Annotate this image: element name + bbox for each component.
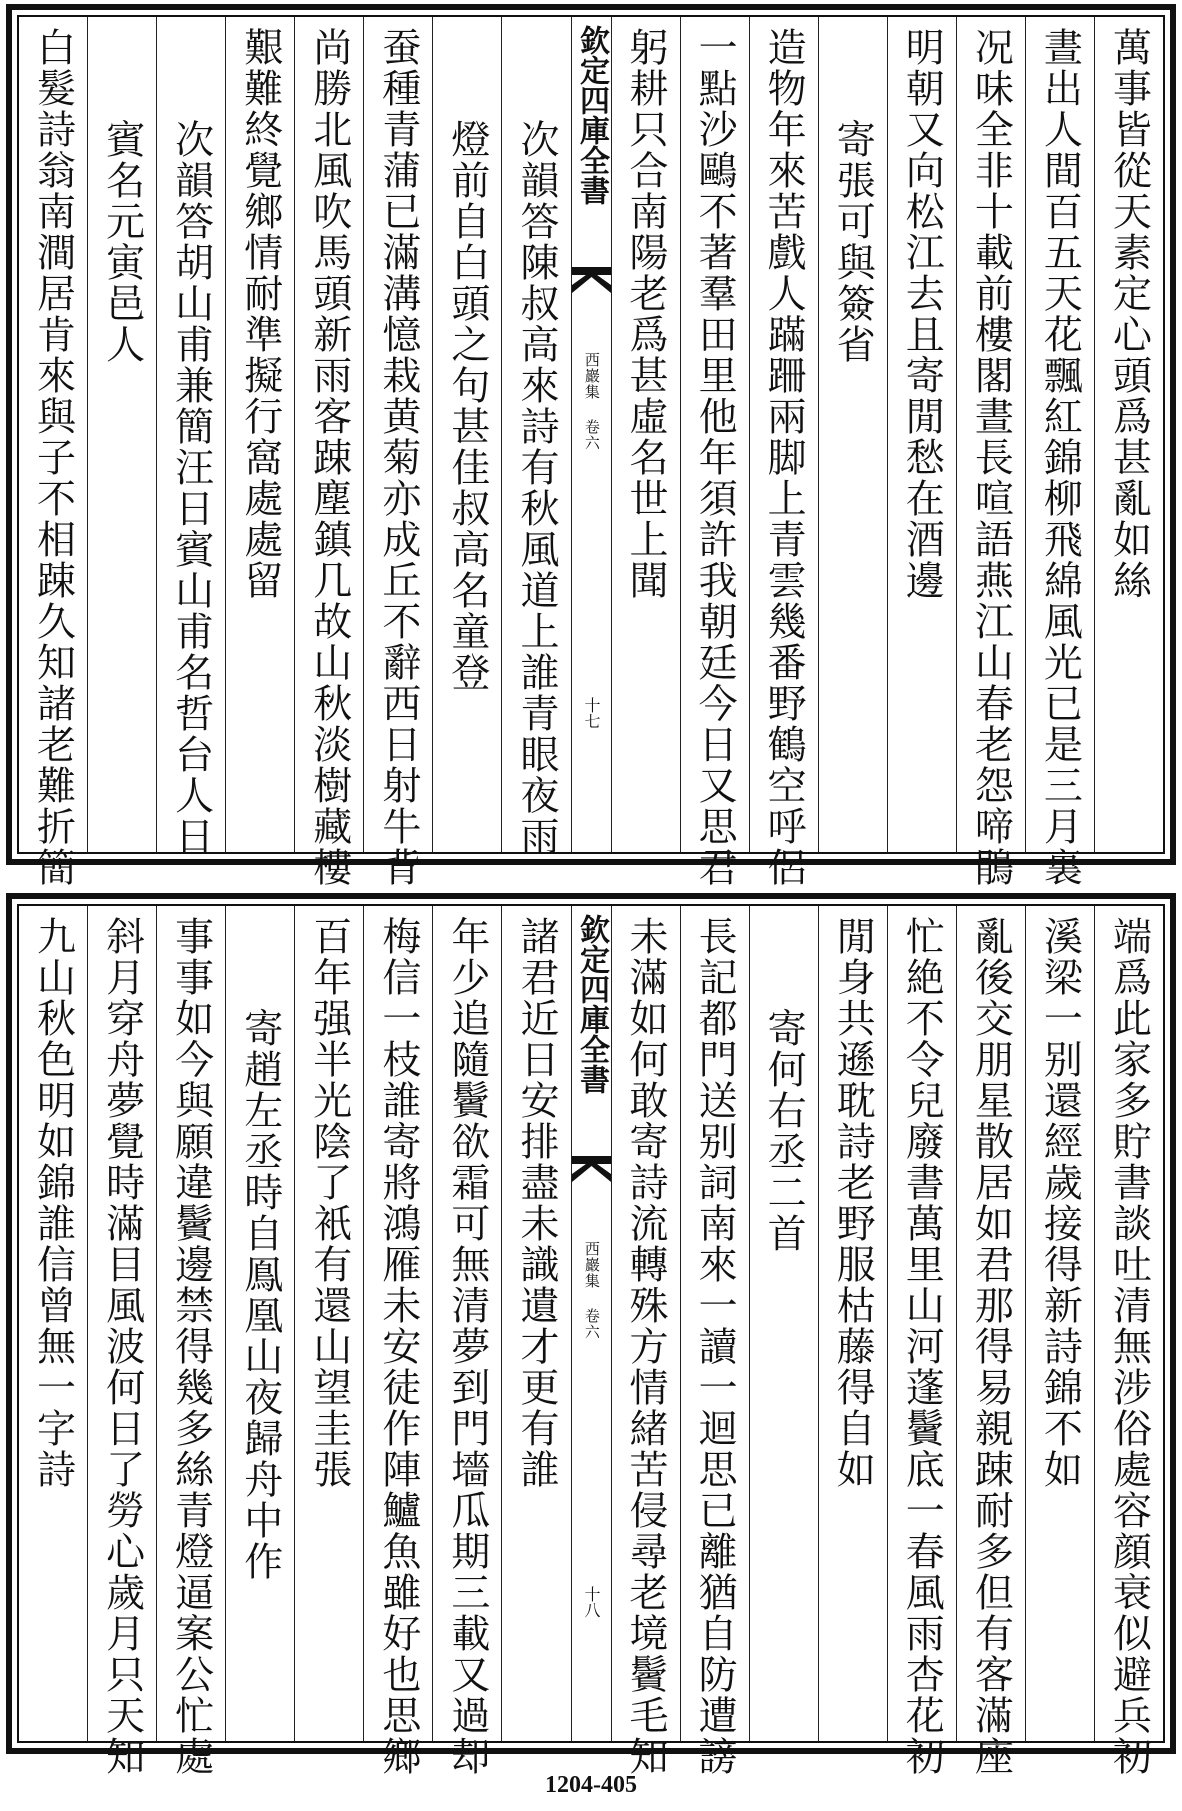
verse-line: 况味全非十載前樓閣晝長喧語燕江山春老怨啼鵑 [968,27,1014,888]
text-column [432,17,501,852]
text-column [611,17,680,852]
poem-title: 次韻答胡山甫兼簡汪日賓山甫名哲台人日 [168,119,214,857]
text-column [680,906,749,1777]
verse-line: 長記都門送别詞南來一讀一迴思已離猶自防遭謗 [692,916,738,1777]
text-column [225,906,294,1741]
verse-line: 端爲此家多貯書談吐清無涉俗處容顔衰似避兵初 [1106,916,1152,1777]
verse-line: 白髮詩翁南澗居肯來與子不相踈久知諸老難折簡 [30,27,76,888]
verse-line: 萬事皆從天素定心頭爲甚亂如絲 [1106,27,1152,601]
text-column [19,17,87,888]
text-column [749,17,818,888]
text-column [294,17,363,888]
fish-tail-mark [572,267,611,293]
text-column [501,906,570,1741]
verse-line: 造物年來苦戲人蹣跚兩脚上青雲幾番野鶴空呼侶 [761,27,807,888]
verse-line: 梅信一枝誰寄將鴻雁未安徒作陣鱸魚雖好也思鄉 [375,916,421,1777]
text-column [1094,906,1163,1777]
text-column [818,906,887,1741]
fish-tail-mark [572,1156,611,1182]
verse-line: 溪梁一别還經歲接得新詩錦不如 [1037,916,1083,1490]
verse-line: 亂後交朋星散居如君那得易親踈耐多但有客滿座 [968,916,1014,1777]
spine-title: 欽定四庫全書 [574,914,609,1094]
verse-line: 躬耕只合南陽老爲甚虛名世上聞 [623,27,669,601]
text-column [225,17,294,852]
bottom-page [6,893,1176,1777]
text-column [87,17,156,852]
poem-note: 賓名元寅邑人 [99,119,145,365]
text-column [294,906,363,1741]
verse-line: 年少追隨鬢欲霜可無清夢到門墻瓜期三載又過却 [444,916,490,1777]
verse-line: 未滿如何敢寄詩流轉殊方情緒苦侵尋老境鬢毛知 [623,916,669,1777]
verse-line: 九山秋色明如錦誰信曾無一字詩 [30,916,76,1490]
poem-title: 寄張可與簽省 [830,119,876,365]
bottom-page-frame [17,904,1165,1777]
poem-note: 燈前自白頭之句甚佳叔高名童登 [444,119,490,693]
page-footer-number: 1204-405 [545,1772,637,1798]
text-column [680,17,749,888]
top-page [6,4,1176,888]
text-column [363,17,432,888]
verse-line: 閒身共遜耽詩老野服枯藤得自如 [830,916,876,1490]
page-spine [571,17,611,852]
text-column [87,906,156,1777]
verse-line: 晝出人間百五天花飄紅錦柳飛綿風光已是三月裏 [1037,27,1083,888]
text-column [1025,906,1094,1741]
spine-page-number: 十七 [582,697,601,729]
verse-line: 明朝又向松江去且寄閒愁在酒邊 [899,27,945,601]
text-column [956,17,1025,888]
spine-page-number: 十八 [582,1586,601,1618]
verse-line: 斜月穿舟夢覺時滿目風波何日了勞心歲月只天知 [99,916,145,1777]
text-column [156,906,225,1777]
text-column [956,906,1025,1777]
verse-line: 艱難終覺鄉情耐準擬行窩處處留 [237,27,283,601]
text-column [1094,17,1163,852]
text-column [611,906,680,1777]
text-column [887,906,956,1777]
poem-title: 次韻答陳叔高來詩有秋風道上誰青眼夜雨 [513,119,559,857]
spine-volume: 西巖集 卷六 [582,1241,601,1340]
poem-title: 寄何右丞二首 [761,1008,807,1254]
text-column [432,906,501,1777]
text-column [501,17,570,857]
verse-line: 忙絶不令兒廢書萬里山河蓬鬢底一春風雨杏花初 [899,916,945,1777]
text-column [156,17,225,857]
text-column [1025,17,1094,888]
verse-line: 一點沙鷗不著羣田里他年須許我朝廷今日又思君 [692,27,738,888]
text-column [363,906,432,1777]
text-column [19,906,87,1741]
verse-line: 諸君近日安排盡未識遺才更有誰 [513,916,559,1490]
verse-line: 蚕種青蒲已滿溝憶栽黄菊亦成丘不辭西日射牛背 [375,27,421,888]
spine-volume: 西巖集 卷六 [582,352,601,451]
verse-line: 百年强半光陰了衹有還山望圭張 [306,916,352,1490]
text-column [749,906,818,1741]
top-page-frame [17,15,1165,888]
spine-title: 欽定四庫全書 [574,25,609,205]
text-column [818,17,887,852]
page-spine [571,906,611,1741]
verse-line: 事事如今與願違鬢邊禁得幾多絲青燈逼案公忙處 [168,916,214,1777]
verse-line: 尚勝北風吹馬頭新雨客踈塵鎮几故山秋淡樹藏樓 [306,27,352,888]
text-column [887,17,956,852]
poem-title: 寄趙左丞時自鳯凰山夜歸舟中作 [237,1008,283,1582]
